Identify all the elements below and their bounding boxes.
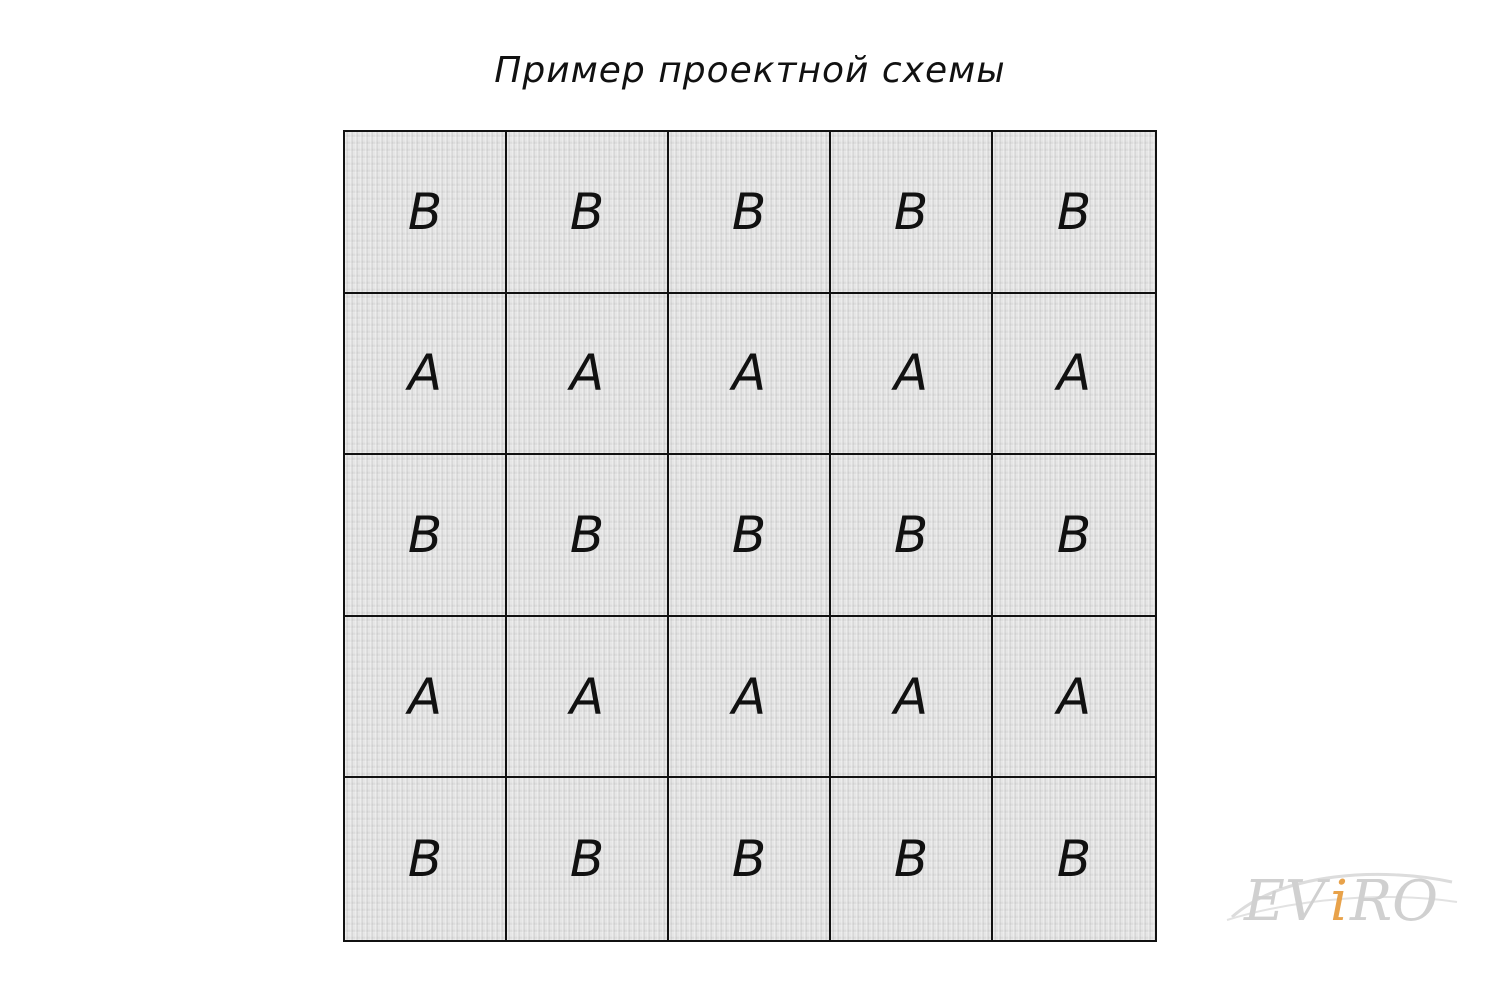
tile-label: A	[569, 667, 605, 726]
tile-label: B	[731, 830, 767, 889]
tile-label: B	[1056, 182, 1092, 241]
svg-text:i: i	[1330, 869, 1348, 932]
tile-label: B	[731, 505, 767, 564]
tile-label: A	[893, 667, 929, 726]
tile-r4-c3	[669, 617, 831, 779]
tile-label: A	[407, 667, 443, 726]
tile-r1-c4	[831, 132, 993, 294]
tile-r5-c2	[507, 778, 669, 940]
tile-r4-c2	[507, 617, 669, 779]
svg-text:EV: EV	[1244, 869, 1326, 932]
tile-layout-grid	[343, 130, 1157, 942]
tile-r5-c3	[669, 778, 831, 940]
tile-r2-c4	[831, 294, 993, 456]
tile-label: B	[569, 182, 605, 241]
tile-r1-c3	[669, 132, 831, 294]
tile-r3-c5	[993, 455, 1155, 617]
tile-r3-c3	[669, 455, 831, 617]
tile-label: B	[893, 505, 929, 564]
tile-r2-c3	[669, 294, 831, 456]
tile-label: A	[407, 344, 443, 403]
tile-r5-c4	[831, 778, 993, 940]
tile-label: B	[407, 830, 443, 889]
tile-label: A	[1056, 667, 1092, 726]
tile-r2-c5	[993, 294, 1155, 456]
diagram-title: Пример проектной схемы	[494, 50, 1006, 91]
tile-label: B	[569, 830, 605, 889]
tile-label: A	[893, 344, 929, 403]
tile-label: B	[407, 182, 443, 241]
tile-label: A	[731, 667, 767, 726]
eviro-logo	[1222, 862, 1462, 932]
tile-label: A	[731, 344, 767, 403]
tile-r1-c5	[993, 132, 1155, 294]
tile-r3-c4	[831, 455, 993, 617]
tile-r4-c5	[993, 617, 1155, 779]
tile-label: B	[893, 830, 929, 889]
tile-label: A	[569, 344, 605, 403]
tile-label: B	[893, 182, 929, 241]
tile-r5-c5	[993, 778, 1155, 940]
tile-r3-c2	[507, 455, 669, 617]
tile-r5-c1	[345, 778, 507, 940]
tile-r1-c1	[345, 132, 507, 294]
tile-r3-c1	[345, 455, 507, 617]
tile-label: B	[731, 182, 767, 241]
tile-label: B	[1056, 505, 1092, 564]
tile-label: B	[569, 505, 605, 564]
tile-r4-c1	[345, 617, 507, 779]
tile-r1-c2	[507, 132, 669, 294]
svg-text:RO: RO	[1350, 869, 1439, 932]
tile-r2-c1	[345, 294, 507, 456]
tile-r2-c2	[507, 294, 669, 456]
tile-label: B	[1056, 830, 1092, 889]
tile-label: A	[1056, 344, 1092, 403]
tile-label: B	[407, 505, 443, 564]
tile-r4-c4	[831, 617, 993, 779]
